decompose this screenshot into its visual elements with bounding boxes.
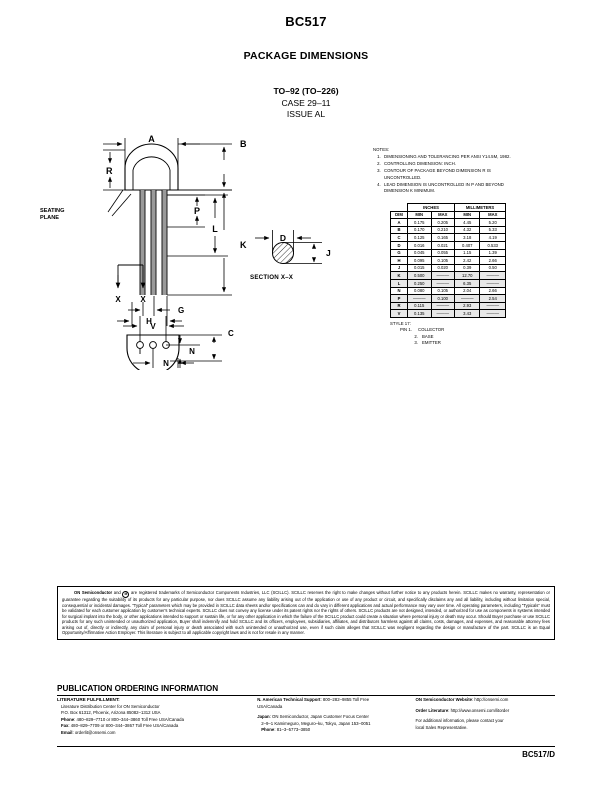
lead-fills — [141, 190, 167, 295]
cell-in-min: 0.015 — [408, 264, 432, 272]
dim-label-n-vertical: N — [189, 347, 195, 356]
dim-g — [128, 296, 170, 316]
literature-line-2: P.O. Box 61312, Phoenix, Arizona 85082–1312 USA — [61, 710, 161, 715]
fax-label: Fax — [61, 723, 69, 728]
phone-label: Phone — [61, 716, 75, 722]
dim-label-r: R — [106, 166, 113, 176]
cell-dim: G — [391, 249, 408, 257]
cell-mm-max: ——— — [480, 279, 506, 287]
dim-l — [167, 195, 228, 256]
cell-dim: V — [391, 310, 408, 318]
dim-label-k: K — [240, 240, 247, 250]
cell-mm-min: 3.18 — [455, 234, 480, 242]
col-header-mm-max: MAX — [480, 211, 506, 219]
cell-mm-max: 4.19 — [480, 234, 506, 242]
dim-label-b: B — [240, 139, 247, 149]
cell-dim: K — [391, 272, 408, 280]
legal-connector: and — [112, 590, 123, 595]
cell-in-min: 0.080 — [408, 287, 432, 295]
cell-dim: D — [391, 241, 408, 249]
table-row — [391, 295, 506, 303]
seating-plane-leader — [108, 190, 131, 216]
fax-value: : 480–829–7709 or 800–344–3867 Toll Free USA/Canada — [68, 723, 179, 728]
cell-dim: N — [391, 287, 408, 295]
note-item: 4. LEAD DIMENSION IS UNCONTROLLED IN P AND BEYOND DIMENSION K MINIMUM. — [382, 182, 523, 195]
section-cut-x — [118, 265, 143, 288]
cell-dim: C — [391, 234, 408, 242]
cell-in-max: ——— — [431, 310, 455, 318]
dim-label-l: L — [212, 224, 218, 234]
table-row — [391, 272, 506, 280]
page-title: BC517 — [285, 14, 327, 29]
cell-mm-max: 5.20 — [480, 219, 506, 227]
dim-label-d: D — [279, 233, 287, 243]
cell-in-max: ——— — [431, 272, 455, 280]
pin-name: EMITTER — [422, 339, 441, 345]
table-row — [391, 249, 506, 257]
cell-mm-max: ——— — [480, 310, 506, 318]
cell-mm-max: 5.33 — [480, 226, 506, 234]
note-item: 2. CONTROLLING DIMENSION: INCH. — [382, 161, 523, 167]
cell-in-min: 0.125 — [408, 234, 432, 242]
dim-label-a: A — [148, 134, 155, 144]
package-drawing — [0, 130, 380, 370]
table-corner-cell — [391, 204, 408, 212]
section-marker-x2: X — [140, 295, 146, 304]
group-header-inches: INCHES — [408, 204, 455, 212]
dim-b — [178, 144, 232, 190]
notes-block — [373, 147, 523, 195]
cell-mm-min: 2.42 — [455, 257, 480, 265]
table-row — [391, 310, 506, 318]
cell-mm-max: 0.50 — [480, 264, 506, 272]
dim-label-p: P — [193, 206, 201, 216]
pin-number: PIN 1. — [400, 327, 412, 333]
cell-mm-max: 1.39 — [480, 249, 506, 257]
website-label: ON Semiconductor Website — [415, 697, 473, 702]
case-issue: ISSUE AL — [286, 109, 326, 119]
email-value[interactable]: : orderlit@onsemi.com — [72, 729, 116, 735]
cell-in-max: ——— — [431, 279, 455, 287]
dim-label-j: J — [326, 248, 331, 258]
table-header-row — [391, 211, 506, 219]
body-dome — [125, 144, 178, 168]
cell-mm-min: 0.39 — [455, 264, 480, 272]
table-row — [391, 257, 506, 265]
cell-dim: L — [391, 279, 408, 287]
cell-mm-max: 2.66 — [480, 287, 506, 295]
cell-in-max: 0.100 — [431, 295, 455, 303]
col-header-mm-min: MIN — [455, 211, 480, 219]
website-url[interactable]: : http://onsemi.com — [472, 697, 509, 702]
cell-mm-max: ——— — [480, 272, 506, 280]
case-package-name: TO–92 (TO–226) — [273, 86, 339, 96]
note-item: 3. CONTOUR OF PACKAGE BEYOND DIMENSION R IS UNCONTROLLED. — [382, 168, 523, 181]
cell-mm-max: ——— — [480, 302, 506, 310]
legal-disclaimer-box — [57, 586, 555, 640]
cell-dim: P — [391, 295, 408, 303]
cell-mm-min: 4.45 — [455, 219, 480, 227]
cell-in-min: 0.045 — [408, 249, 432, 257]
phone-value: : 480–829–7710 or 800–344–3860 Toll Free USA/Canada — [74, 716, 184, 722]
cell-dim: J — [391, 264, 408, 272]
japan-address: 2–9–1 Kamimeguro, Meguro–ku, Tokyo, Japan 153–0051 — [261, 720, 371, 726]
package-drawing-svg — [0, 130, 380, 370]
website-column — [416, 697, 555, 736]
pin-number: 3. — [414, 339, 418, 345]
group-header-millimeters: MILLIMETERS — [455, 204, 506, 212]
case-designation — [0, 86, 612, 121]
additional-info-line-1: For additional information, please contact your — [415, 718, 504, 723]
japan-phone-value: : 81–3–5773–3850 — [274, 727, 311, 732]
cell-dim: B — [391, 226, 408, 234]
technical-support-column — [257, 697, 415, 736]
footer-rule — [57, 746, 555, 747]
section-marker-x1: X — [115, 295, 121, 304]
table-row — [391, 226, 506, 234]
cell-mm-min: 2.04 — [455, 287, 480, 295]
cell-in-min: 0.500 — [408, 272, 432, 280]
section-xx-label: SECTION X–X — [250, 274, 294, 281]
email-label: Email — [61, 729, 73, 735]
col-header-in-min: MIN — [408, 211, 432, 219]
order-literature-url[interactable]: : http://www.onsemi.com/litorder — [448, 707, 510, 713]
literature-email[interactable] — [57, 730, 253, 737]
dim-label-n-horizontal: N — [163, 359, 169, 368]
lead-hole-2 — [150, 342, 157, 349]
support-label: N. American Technical Support — [257, 697, 321, 702]
cell-in-min: 0.016 — [408, 241, 432, 249]
cell-mm-min: 4.32 — [455, 226, 480, 234]
dimension-table-body — [391, 219, 506, 318]
cell-in-max: 0.205 — [431, 219, 455, 227]
legal-company-name: ON Semiconductor — [74, 590, 113, 595]
dimension-table — [390, 203, 506, 318]
cell-in-max: 0.210 — [431, 226, 455, 234]
pin-number: 2. — [414, 333, 418, 339]
cell-mm-max: 0.533 — [480, 241, 506, 249]
cell-mm-min: 2.93 — [455, 302, 480, 310]
pin-row-3 — [390, 340, 444, 346]
cell-dim: A — [391, 219, 408, 227]
cell-in-min: 0.250 — [408, 279, 432, 287]
cell-in-min: 0.170 — [408, 226, 432, 234]
pin-name: COLLECTOR — [418, 327, 445, 333]
pin-name: BASE — [422, 333, 434, 339]
publication-grid — [57, 697, 555, 736]
dim-label-v: V — [150, 322, 156, 331]
cell-mm-min: 6.35 — [455, 279, 480, 287]
col-header-dim: DIM — [391, 211, 408, 219]
table-row — [391, 279, 506, 287]
literature-line-1: Literature Distribution Center for ON Semiconductor — [61, 703, 160, 709]
cell-in-max: 0.165 — [431, 234, 455, 242]
order-literature-label: Order Literature — [415, 707, 449, 713]
cell-in-max: 0.105 — [431, 257, 455, 265]
cell-mm-min: 1.15 — [455, 249, 480, 257]
additional-info-line-2: local Sales Representative. — [415, 724, 468, 730]
cell-in-min: 0.115 — [408, 302, 432, 310]
dim-label-c: C — [228, 329, 234, 338]
table-row — [391, 241, 506, 249]
style-block — [390, 321, 444, 346]
publication-heading: PUBLICATION ORDERING INFORMATION — [57, 684, 555, 696]
cell-in-max: ——— — [431, 302, 455, 310]
style-heading: STYLE 17: — [390, 321, 411, 326]
cell-in-min: 0.135 — [408, 310, 432, 318]
notes-list — [373, 154, 523, 194]
legal-body-text: are registered trademarks of Semiconductor Components Industries, LLC (SCILLC). SCILLC reserves the right to make changes without further notice to any products herein. SCILLC makes no warranty, representation or guarantee regarding the suitability of its products for any particular purpose, nor does SCILLC assume any liability arising out of the application or use of any product or circuit, and specifically disclaims any and all liability, including without limitation special, consequential or incidental damages. “Typical” parameters which may be provided in SCILLC data sheets and/or specifications can and do vary in different applications and actual performance may vary over time. All operating parameters, including “Typicals” must be validated for each customer application by customer's technical experts. SCILLC does not convey any license under its patent rights nor the rights of others. SCILLC products are not designed, intended, or authorized for use as components in systems intended for surgical implant into the body, or other applications intended to support or sustain life, or for any other application in which the failure of the SCILLC product could create a situation where personal injury or death may occur. Should Buyer purchase or use SCILLC products for any such unintended or unauthorized application, Buyer shall indemnify and hold SCILLC and its officers, employees, subsidiaries, affiliates, and distributors harmless against all claims, costs, damages, and expenses, and reasonable attorney fees arising out of, directly or indirectly, any claim of personal injury or death associated with such unintended or unauthorized use, even if such claim alleges that SCILLC was negligent regarding the design or manufacture of the part. SCILLC is an Equal Opportunity/Affirmative Action Employer. This literature is subject to all applicable copyright laws and is not for resale in any manner. — [62, 590, 550, 636]
dim-label-h: H — [146, 317, 152, 326]
cell-mm-max: 2.66 — [480, 257, 506, 265]
cell-in-min: 0.095 — [408, 257, 432, 265]
cell-in-max: 0.055 — [431, 249, 455, 257]
case-number: CASE 29–11 — [281, 97, 331, 108]
japan-label: Japan — [257, 714, 270, 719]
seating-plane-label-line2: PLANE — [40, 215, 59, 221]
note-item: 1. DIMENSIONING AND TOLERANCING PER ANSI Y14.5M, 1982. — [382, 154, 523, 160]
japan-phone-label: Phone — [261, 727, 275, 732]
registered-mark-icon: M — [122, 591, 129, 598]
seating-plane-label-line1: SEATING — [40, 208, 65, 214]
cell-in-min: 0.175 — [408, 219, 432, 227]
col-header-in-max: MAX — [431, 211, 455, 219]
table-row — [391, 264, 506, 272]
cell-in-max: 0.021 — [431, 241, 455, 249]
cell-mm-max: 2.54 — [480, 295, 506, 303]
literature-fulfillment-column — [57, 697, 257, 736]
table-row — [391, 302, 506, 310]
japan-value: : ON Semiconductor, Japan Customer Focus Center — [269, 714, 369, 719]
dim-label-g: G — [178, 306, 185, 315]
cell-in-max: 0.105 — [431, 287, 455, 295]
document-number: BC517/D — [522, 750, 555, 759]
support-region: USA/Canada — [257, 703, 283, 709]
cell-dim: H — [391, 257, 408, 265]
cell-mm-min: 0.407 — [455, 241, 480, 249]
support-value: : 800–282–9855 Toll Free — [320, 697, 370, 702]
cell-in-min: ——— — [408, 295, 432, 303]
cell-in-max: 0.020 — [431, 264, 455, 272]
japan-phone — [257, 727, 411, 734]
cell-dim: R — [391, 302, 408, 310]
table-row — [391, 234, 506, 242]
notes-heading: NOTES: — [373, 147, 390, 152]
table-row — [391, 219, 506, 227]
page-subtitle: PACKAGE DIMENSIONS — [243, 50, 369, 62]
table-row — [391, 287, 506, 295]
cell-mm-min: 3.43 — [455, 310, 480, 318]
section-xx-view — [255, 230, 331, 264]
table-group-header-row — [391, 204, 506, 212]
cell-mm-min: 12.70 — [455, 272, 480, 280]
literature-heading: LITERATURE FULFILLMENT: — [57, 697, 120, 702]
lead-hole-1 — [137, 342, 144, 349]
lead-cross-section — [273, 243, 294, 264]
body-inner-dome — [133, 157, 170, 170]
cell-mm-min: ——— — [455, 295, 480, 303]
